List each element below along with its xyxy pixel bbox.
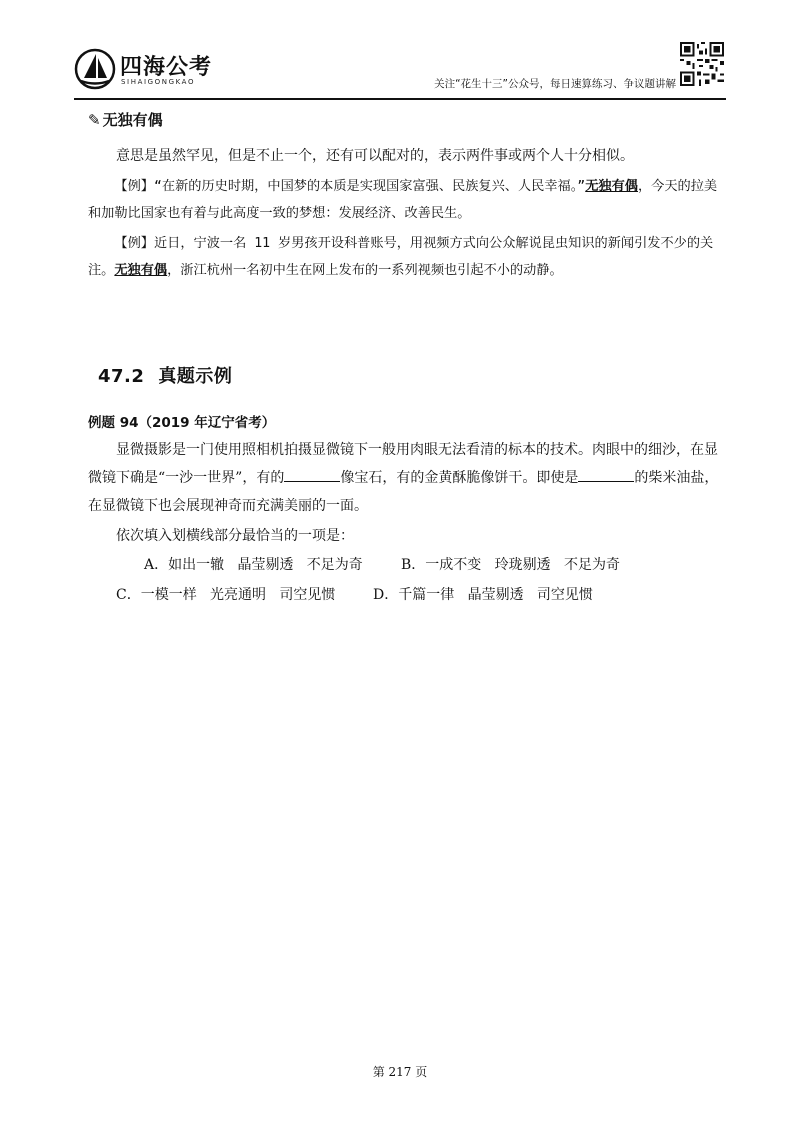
brand-subtitle: SIHAIGONGKAO (121, 78, 196, 86)
header-note: 关注“花生十三”公众号，每日速算练习、争议题讲解 (434, 78, 676, 90)
brand-logo (74, 48, 244, 90)
example-1-text-b: ，今天的拉美和加勒比国家也有着与此高度一致的梦想：发展经济、改善民生。 (88, 179, 718, 221)
section-title: 真题示例 (158, 366, 233, 387)
option-c[interactable]: C．一模一样 光亮通明 司空见惯 (116, 587, 336, 603)
option-d[interactable]: D．千篇一律 晶莹剔透 司空见惯 (373, 587, 593, 603)
option-a[interactable]: A．如出一辙 晶莹剔透 不足为奇 (144, 557, 363, 573)
idiom-example-2 (88, 230, 728, 284)
example-2-text-b: ，浙江杭州一名初中生在网上发布的一系列视频也引起不小的动静。 (167, 263, 563, 278)
example-1-keyword: 无独有偶 (585, 179, 638, 194)
header-divider (74, 98, 726, 100)
question-stem (88, 436, 728, 520)
example-2-keyword: 无独有偶 (114, 263, 168, 278)
page-header (74, 42, 724, 98)
blank-1[interactable] (284, 467, 340, 482)
brand-name: 四海公考 (120, 55, 213, 80)
page-number: 第 217 页 (372, 1065, 428, 1079)
sailboat-logo-icon (74, 48, 116, 90)
idiom-entry (88, 108, 728, 284)
section-heading (98, 362, 232, 388)
stem-text-b: 像宝石，有的金黄酥脆像饼干。即使是 (340, 470, 579, 486)
idiom-heading (88, 108, 728, 132)
stem-text-c: 的柴米油盐，在显微镜下也会展现神奇而充满美丽的一面。 (88, 470, 719, 514)
stem-text-a: 显微摄影是一门使用照相机拍摄显微镜下一般用肉眼无法看清的标本的技术。肉眼中的细沙，在显微镜下确是“一沙一世界”，有的 (88, 442, 718, 486)
question-block (88, 410, 728, 610)
question-prompt: 依次填入划横线部分最恰当的一项是： (116, 528, 354, 544)
option-b[interactable]: B．一成不变 玲珑剔透 不足为奇 (401, 557, 620, 573)
qr-code-icon[interactable] (680, 42, 724, 86)
example-2-text-a: 【例】近日，宁波一名 11 岁男孩开设科普账号，用视频方式向公众解说昆虫知识的新闻引发不少的关注。 (88, 236, 714, 278)
options-row-2 (88, 580, 728, 610)
options-row-1 (88, 550, 728, 580)
pencil-icon: ✎ (88, 111, 101, 129)
question-heading: 例题 94（2019 年辽宁省考） (88, 415, 276, 431)
blank-2[interactable] (578, 467, 634, 482)
idiom-meaning: 意思是虽然罕见，但是不止一个，还有可以配对的，表示两件事或两个人十分相似。 (116, 148, 634, 164)
idiom-title: 无独有偶 (102, 111, 163, 129)
section-number: 47.2 (98, 366, 145, 387)
example-1-text-a: 【例】“在新的历史时期，中国梦的本质是实现国家富强、民族复兴、人民幸福。” (114, 179, 586, 194)
idiom-example-1 (88, 173, 728, 227)
